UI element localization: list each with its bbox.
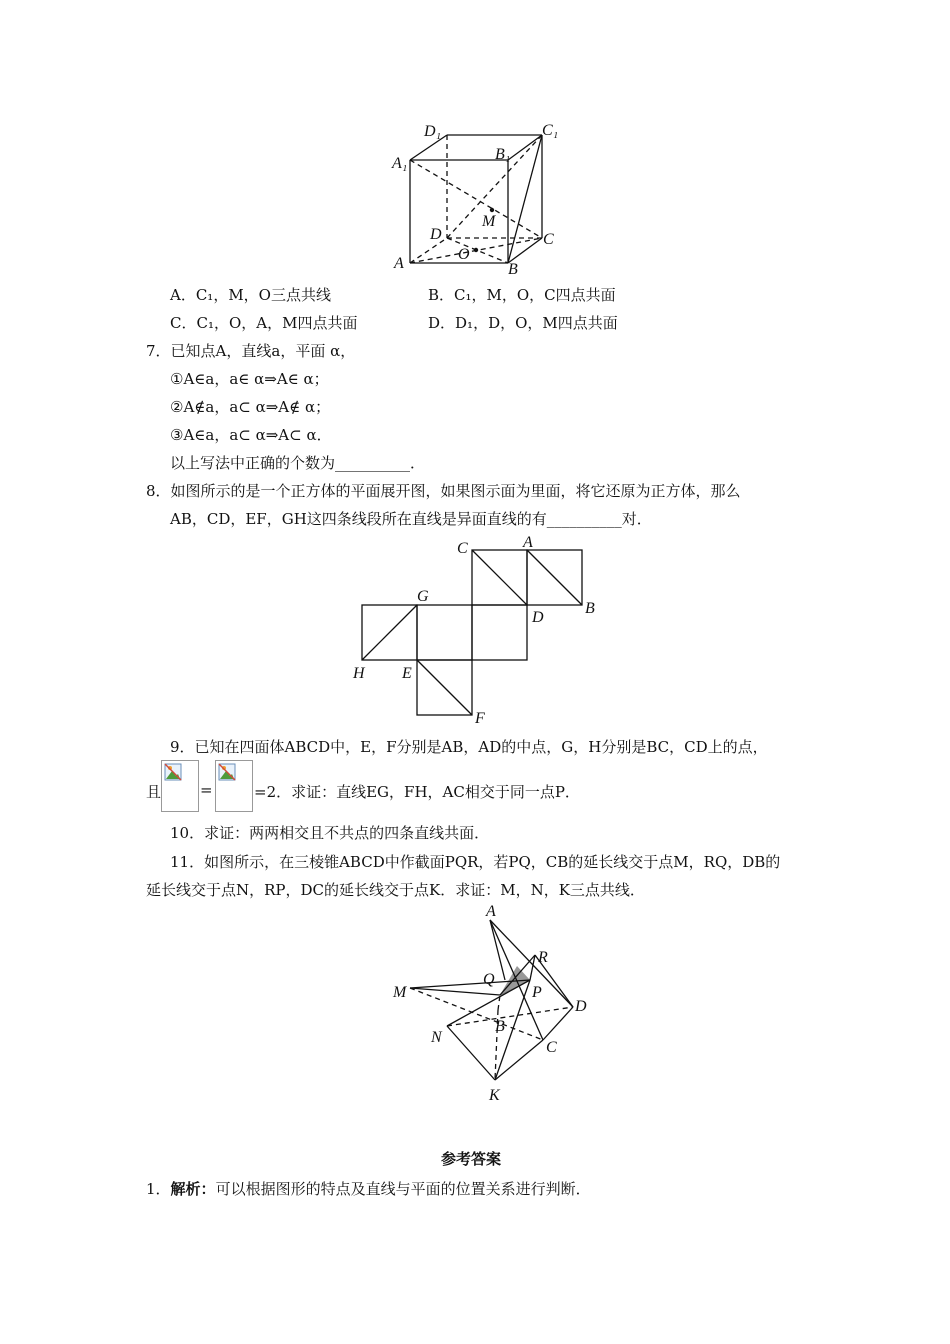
point-o [474, 248, 478, 252]
label-m: M [482, 213, 496, 230]
label-d: D [532, 609, 544, 626]
q8-line-1: 8．如图所示的是一个正方体的平面展开图，如果图示面为里面，将它还原为正方体，那么 [146, 482, 741, 500]
label-a: A [394, 255, 404, 272]
label-d: D [430, 226, 442, 243]
q9-prefix: 且 [146, 783, 162, 801]
label-b: B [508, 261, 518, 278]
q11-line-1: 11．如图所示，在三棱锥ABCD中作截面PQR，若PQ，CB的延长线交于点M，RQ，DB的 [170, 853, 781, 871]
q9-post: =2．求证：直线EG，FH，AC相交于同一点P． [254, 783, 580, 801]
q7-ask: 以上写法中正确的个数为__________． [170, 454, 426, 472]
label-m: M [393, 984, 407, 1001]
label-a: A [523, 534, 533, 551]
answer-1-text: 可以根据图形的特点及直线与平面的位置关系进行判断． [215, 1180, 591, 1198]
label-g: G [417, 588, 429, 605]
q7-statement-3: ③A∈a，a⊂ α⇒A⊂ α． [170, 426, 332, 444]
label-d1: D₁ [424, 123, 442, 140]
answer-1-label: 解析： [170, 1180, 216, 1198]
q6-option-b: B．C₁，M，O，C四点共面 [428, 286, 616, 304]
broken-image-icon [215, 760, 253, 812]
label-f: F [475, 710, 485, 725]
label-c: C [546, 1039, 557, 1056]
label-h: H [353, 665, 365, 682]
point-m [490, 208, 494, 212]
label-n: N [431, 1029, 442, 1046]
q6-option-d: D．D₁，D，O，M四点共面 [428, 314, 618, 332]
label-r: R [538, 949, 548, 966]
label-a1: A₁ [392, 155, 408, 172]
cube-figure [380, 118, 570, 283]
broken-image-icon [161, 760, 199, 812]
q11-line-2: 延长线交于点N，RP，DC的延长线交于点K．求证：M，N，K三点共线． [146, 881, 645, 899]
label-b1: B₁ [495, 146, 511, 163]
q9-equals: = [200, 781, 213, 799]
answer-1-number: 1． [146, 1180, 171, 1198]
label-k: K [489, 1087, 500, 1104]
q9-line-1: 9．已知在四面体ABCD中，E，F分别是AB，AD的中点，G，H分别是BC，CD上的点， [170, 738, 768, 756]
label-e: E [402, 665, 412, 682]
q7-stem: 7．已知点A，直线a，平面 α， [146, 342, 356, 360]
q7-statement-2: ②A∉a，a⊂ α⇒A∉ α； [170, 398, 331, 416]
label-d: D [575, 998, 587, 1015]
label-c: C [543, 231, 554, 248]
label-o: O [458, 246, 470, 263]
q10-text: 10．求证：两两相交且不共点的四条直线共面． [170, 824, 490, 842]
q8-line-2: AB，CD，EF，GH这四条线段所在直线是异面直线的有__________对． [170, 510, 652, 528]
label-p: P [532, 984, 542, 1001]
label-q: Q [483, 971, 495, 988]
label-b: B [495, 1018, 505, 1035]
label-c1: C₁ [542, 122, 559, 139]
label-c: C [457, 540, 468, 557]
q6-option-c: C．C₁，O，A，M四点共面 [170, 314, 358, 332]
label-a: A [486, 903, 496, 920]
answers-title: 参考答案 [441, 1150, 502, 1168]
tetrahedron-figure [385, 900, 605, 1110]
answer-1 [146, 1178, 591, 1199]
cube-net-figure [345, 533, 605, 725]
label-b: B [585, 600, 595, 617]
q6-option-a: A．C₁，M，O三点共线 [170, 286, 331, 304]
q7-statement-1: ①A∈a，a∈ α⇒A∈ α； [170, 370, 329, 388]
